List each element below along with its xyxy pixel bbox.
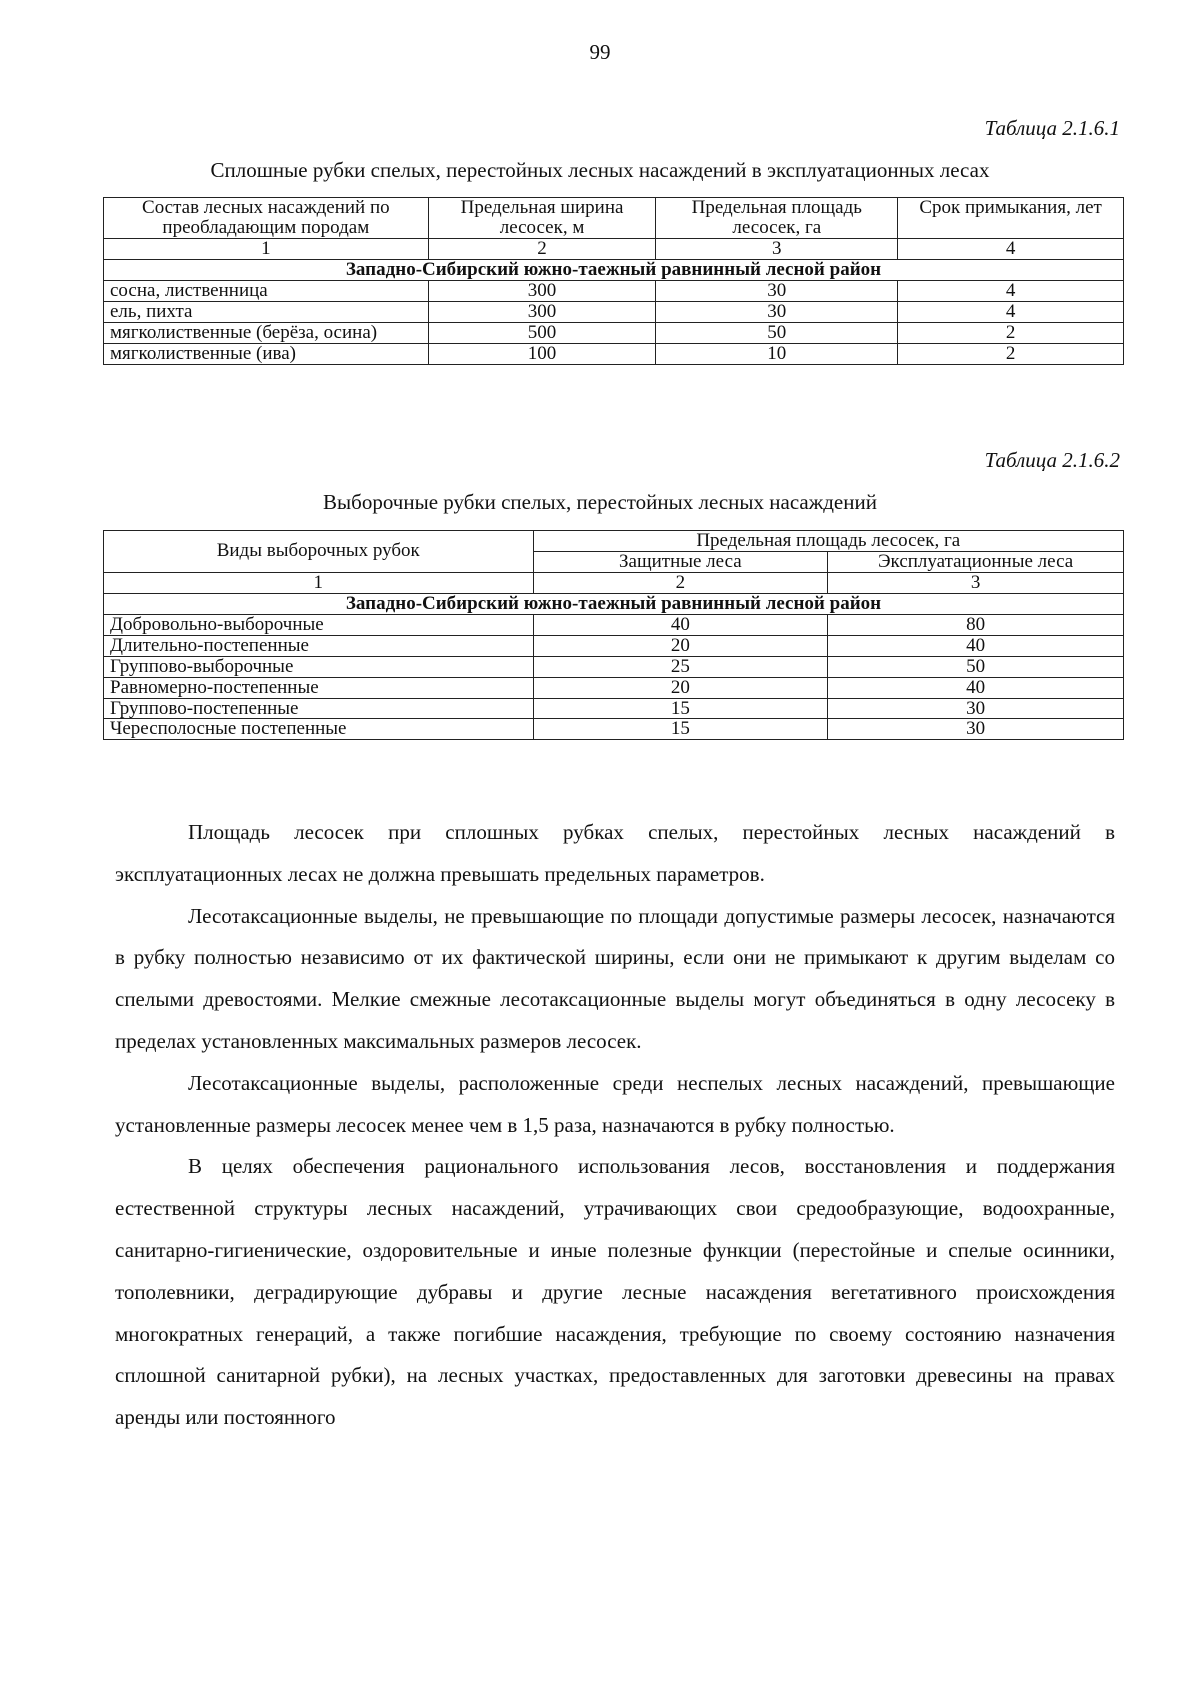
table-cell: 30 (828, 698, 1124, 719)
table-cell: 15 (533, 719, 828, 740)
table1-region: Западно-Сибирский южно-таежный равнинный лесной район (104, 259, 1124, 280)
table-row (104, 301, 1124, 322)
table-cell: Группово-выборочные (104, 656, 534, 677)
table2-region: Западно-Сибирский южно-таежный равнинный лесной район (104, 593, 1124, 614)
table2-subheader-cell: Эксплуатационные леса (828, 551, 1124, 572)
table-cell: 30 (656, 301, 898, 322)
table-cell: 2 (898, 343, 1124, 364)
table-cell: 20 (533, 635, 828, 656)
table-cell: 500 (428, 322, 656, 343)
table1-number-cell: 1 (104, 238, 429, 259)
table1-header-cell: Предельная ширина лесосек, м (428, 198, 656, 239)
page-number: 99 (589, 40, 611, 64)
table2 (103, 530, 1124, 740)
table-row (104, 698, 1124, 719)
table-cell: 10 (656, 343, 898, 364)
table-cell: мягколиственные (ива) (104, 343, 429, 364)
table-cell: ель, пихта (104, 301, 429, 322)
table-row (104, 677, 1124, 698)
table-cell: 4 (898, 301, 1124, 322)
table-row (104, 656, 1124, 677)
table-row (104, 322, 1124, 343)
table1-number-row (104, 238, 1124, 259)
table-cell: 300 (428, 280, 656, 301)
table1-number-cell: 4 (898, 238, 1124, 259)
table-cell: 40 (828, 635, 1124, 656)
table-cell: Длительно-постепенные (104, 635, 534, 656)
table2-header-kind: Виды выборочных рубок (104, 531, 534, 573)
table2-region-row (104, 593, 1124, 614)
table-cell: мягколиственные (берёза, осина) (104, 322, 429, 343)
table-row (104, 635, 1124, 656)
paragraph: Лесотаксационные выделы, расположенные среди неспелых лесных насаждений, превышающие установленные размеры лесосек менее чем в 1,5 раза, назначаются в рубку полностью. (115, 1070, 1115, 1137)
paragraph: Лесотаксационные выделы, не превышающие по площади допустимые размеры лесосек, назначаются в рубку полностью независимо от их фактической ширины, если они не примыкают к другим выделам со спелыми древостоями. Мелкие смежные лесотаксационные выделы могут объединяться в одну лесосеку в пределах установленных максимальных размеров лесосек. (115, 903, 1115, 1053)
table2-number-cell: 3 (828, 572, 1124, 593)
table2-title: Выборочные рубки спелых, перестойных лесных насаждений (323, 490, 877, 514)
table-cell: 50 (828, 656, 1124, 677)
table-row (104, 719, 1124, 740)
table-cell: Равномерно-постепенные (104, 677, 534, 698)
table2-number-cell: 1 (104, 572, 534, 593)
table1-label: Таблица 2.1.6.1 (984, 116, 1120, 140)
table-cell: 30 (656, 280, 898, 301)
table-cell: 80 (828, 614, 1124, 635)
body-text (115, 812, 1115, 1439)
table1-header-cell: Срок примыкания, лет (898, 198, 1124, 239)
table-cell: сосна, лиственница (104, 280, 429, 301)
table-cell: 100 (428, 343, 656, 364)
table-cell: 40 (828, 677, 1124, 698)
table-cell: 15 (533, 698, 828, 719)
table-cell: 25 (533, 656, 828, 677)
table-cell: 300 (428, 301, 656, 322)
table1-region-row (104, 259, 1124, 280)
table-row (104, 343, 1124, 364)
table-cell: 50 (656, 322, 898, 343)
table1-number-cell: 2 (428, 238, 656, 259)
table-cell: 40 (533, 614, 828, 635)
table-cell: 30 (828, 719, 1124, 740)
table2-subheader-cell: Защитные леса (533, 551, 828, 572)
table2-header-area: Предельная площадь лесосек, га (533, 531, 1123, 552)
table-row (104, 280, 1124, 301)
table1-header-cell: Предельная площадь лесосек, га (656, 198, 898, 239)
table1 (103, 197, 1124, 365)
paragraph: Площадь лесосек при сплошных рубках спелых, перестойных лесных насаждений в эксплуатационных лесах не должна превышать предельных параметров. (115, 820, 1115, 886)
table2-label: Таблица 2.1.6.2 (984, 448, 1120, 472)
table1-title: Сплошные рубки спелых, перестойных лесных насаждений в эксплуатационных лесах (210, 158, 990, 182)
table2-header-row (104, 531, 1124, 552)
table-cell: 4 (898, 280, 1124, 301)
table2-number-row (104, 572, 1124, 593)
table-cell: 20 (533, 677, 828, 698)
table-cell: Добровольно-выборочные (104, 614, 534, 635)
table-cell: Группово-постепенные (104, 698, 534, 719)
table-cell: Чересполосные постепенные (104, 719, 534, 740)
table1-header-cell: Состав лесных насаждений по преобладающим породам (104, 198, 429, 239)
table2-number-cell: 2 (533, 572, 828, 593)
paragraph: В целях обеспечения рационального использования лесов, восстановления и поддержания естественной структуры лесных насаждений, утрачивающих свои средообразующие, водоохранные, санитарно-гигиенические, оздоровительные и иные полезные функции (перестойные и спелые осинники, тополевники, деградирующие дубравы и другие лесные насаждения вегетативного происхождения многократных генераций, а также погибшие насаждения, требующие по своему состоянию назначения сплошной санитарной рубки), на лесных участках, предоставленных для заготовки древесины на правах аренды или постоянного (115, 1154, 1115, 1430)
table-cell: 2 (898, 322, 1124, 343)
table1-header-row (104, 198, 1124, 239)
table-row (104, 614, 1124, 635)
table1-number-cell: 3 (656, 238, 898, 259)
